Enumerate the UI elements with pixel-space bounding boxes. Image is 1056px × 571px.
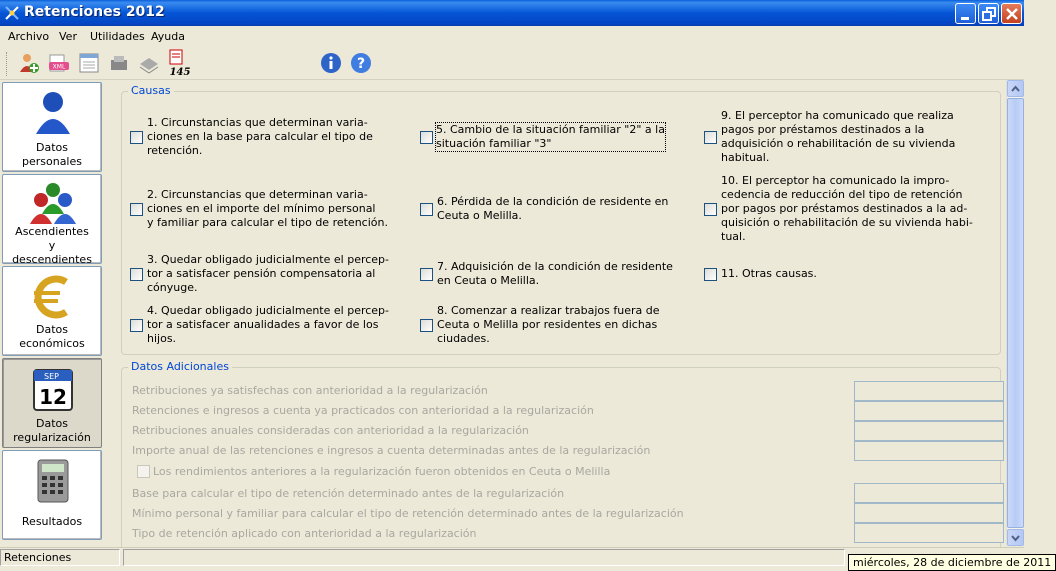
cause-8-checkbox[interactable] — [420, 319, 433, 332]
close-icon — [1002, 4, 1023, 25]
cause-4-label: 4. Quedar obligado judicialmente el percep- tor a satisfacer anualidades a favor de los hijos. — [147, 304, 390, 345]
cause-11-label: 11. Otras causas. — [721, 267, 817, 280]
side-nav — [0, 80, 104, 546]
form-icon[interactable] — [78, 52, 100, 74]
cause-3-label: 3. Quedar obligado judicialmente el percep- tor a satisfacer pensión compensatoria al cónyuge. — [147, 253, 390, 294]
svg-text:SEP: SEP — [44, 372, 59, 381]
cause-5-checkbox[interactable] — [420, 131, 433, 144]
title-bar — [0, 0, 1024, 26]
field-label: Retribuciones ya satisfechas con anterioridad a la regularización — [132, 384, 488, 397]
retribuciones-satisfechas-input[interactable] — [854, 381, 1004, 401]
cause-11-checkbox[interactable] — [704, 268, 717, 281]
add-user-icon[interactable] — [18, 52, 40, 74]
cause-1-label: 1. Circunstancias que determinan varia- ciones en la base para calcular el tipo de retención. — [147, 116, 373, 157]
print-icon[interactable] — [108, 52, 130, 74]
close-button[interactable] — [1001, 3, 1022, 24]
nav-label: Ascendientes y descendientes — [12, 225, 92, 266]
causas-legend: Causas — [128, 84, 174, 97]
restore-button[interactable] — [978, 3, 999, 24]
info-icon[interactable] — [320, 52, 342, 74]
nav-resultados[interactable] — [2, 450, 102, 540]
status-middle — [123, 549, 845, 566]
cause-1-checkbox[interactable] — [130, 131, 143, 144]
nav-label: Resultados — [21, 515, 83, 528]
scroll-thumb[interactable] — [1007, 98, 1024, 528]
svg-text:?: ? — [356, 56, 366, 72]
window-title: Retenciones 2012 — [24, 4, 165, 20]
nav-label: Datos personales — [21, 141, 82, 168]
menu-utilidades[interactable]: Utilidades — [90, 30, 145, 43]
vertical-scrollbar[interactable] — [1006, 80, 1023, 546]
importe-anual-input[interactable] — [854, 441, 1004, 461]
toolbar-grip — [6, 52, 9, 76]
menu-ayuda[interactable]: Ayuda — [151, 30, 185, 43]
cause-10-label: 10. El perceptor ha comunicado la impro- cedencia de reducción del tipo de retención por pagos por préstamos destinados a la ad- quisición o rehabilitación de su vivienda habi- tual. — [721, 174, 973, 243]
pdf-145-icon[interactable] — [168, 49, 196, 77]
base-tipo-input[interactable] — [854, 483, 1004, 503]
minimo-personal-input[interactable] — [854, 503, 1004, 523]
cause-5-label: 5. Cambio de la situación familiar "2" a la situación familiar "3" — [436, 123, 665, 150]
adicionales-legend: Datos Adicionales — [128, 360, 232, 373]
field-label: Importe anual de las retenciones e ingresos a cuenta determinadas antes de la regularización — [132, 444, 651, 457]
app-icon — [4, 5, 20, 21]
cause-7-checkbox[interactable] — [420, 268, 433, 281]
family-icon — [28, 180, 78, 230]
help-icon[interactable] — [350, 52, 372, 74]
field-label: Tipo de retención aplicado con anterioridad a la regularización — [132, 527, 477, 540]
nav-label: Datos regularización — [13, 417, 91, 444]
cause-9-checkbox[interactable] — [704, 131, 717, 144]
ceuta-melilla-label: Los rendimientos anteriores a la regularización fueron obtenidos en Ceuta o Melilla — [153, 465, 611, 478]
calendar-icon — [28, 364, 78, 414]
person-icon — [28, 88, 78, 138]
cause-4-checkbox[interactable] — [130, 319, 143, 332]
toolbar — [0, 46, 1024, 80]
cause-2-label: 2. Circunstancias que determinan varia- ciones en el importe del mínimo personal y familiar para calcular el tipo de retención. — [147, 188, 388, 229]
chevron-down-icon — [1008, 530, 1023, 545]
nav-datos-economicos[interactable] — [2, 266, 102, 356]
nav-label: Datos económicos — [19, 323, 85, 350]
cause-7-label: 7. Adquisición de la condición de residente en Ceuta o Melilla. — [437, 260, 673, 287]
cause-6-label: 6. Pérdida de la condición de residente en Ceuta o Melilla. — [437, 195, 669, 222]
main-panel — [115, 80, 1006, 546]
nav-datos-regularizacion[interactable] — [2, 358, 102, 448]
nav-ascendientes[interactable] — [2, 174, 102, 264]
cause-6-checkbox[interactable] — [420, 203, 433, 216]
nav-datos-personales[interactable] — [2, 82, 102, 172]
scroll-up-button[interactable] — [1007, 80, 1024, 97]
scroll-down-button[interactable] — [1007, 529, 1024, 546]
svg-text:12: 12 — [39, 385, 67, 409]
minimize-icon — [956, 4, 977, 25]
restore-icon — [979, 4, 1000, 25]
ceuta-melilla-checkbox[interactable] — [137, 465, 150, 478]
chevron-up-icon — [1008, 81, 1023, 96]
euro-icon — [28, 272, 78, 322]
field-label: Base para calcular el tipo de retención determinado antes de la regularización — [132, 487, 565, 500]
status-left: Retenciones — [0, 549, 120, 566]
svg-text:145: 145 — [169, 67, 191, 78]
cause-3-checkbox[interactable] — [130, 268, 143, 281]
datos-adicionales-group — [121, 360, 1001, 557]
cause-10-checkbox[interactable] — [704, 203, 717, 216]
retenciones-practicados-input[interactable] — [854, 401, 1004, 421]
menu-archivo[interactable]: Archivo — [8, 30, 50, 43]
menu-bar — [0, 26, 1024, 46]
field-label: Retenciones e ingresos a cuenta ya practicados con anterioridad a la regularización — [132, 404, 594, 417]
status-bar — [0, 547, 1052, 570]
stack-icon[interactable] — [138, 52, 160, 74]
xml-icon[interactable] — [48, 52, 70, 74]
cause-2-checkbox[interactable] — [130, 203, 143, 216]
causas-group — [121, 84, 1001, 355]
cause-9-label: 9. El perceptor ha comunicado que realiza pagos por préstamos destinados a la adquisición o rehabilitación de su vivienda habitual. — [721, 109, 956, 164]
retribuciones-anuales-input[interactable] — [854, 421, 1004, 441]
field-label: Mínimo personal y familiar para calcular el tipo de retención determinado antes de la regularización — [132, 507, 684, 520]
svg-text:XML: XML — [52, 63, 66, 71]
tipo-retencion-input[interactable] — [854, 523, 1004, 543]
field-label: Retribuciones anuales consideradas con anterioridad a la regularización — [132, 424, 529, 437]
minimize-button[interactable] — [955, 3, 976, 24]
menu-ver[interactable]: Ver — [59, 30, 77, 43]
status-date-tooltip: miércoles, 28 de diciembre de 2011 — [848, 554, 1056, 571]
calculator-icon — [28, 456, 78, 506]
cause-8-label: 8. Comenzar a realizar trabajos fuera de Ceuta o Melilla por residentes en dichas ciudades. — [437, 304, 660, 345]
